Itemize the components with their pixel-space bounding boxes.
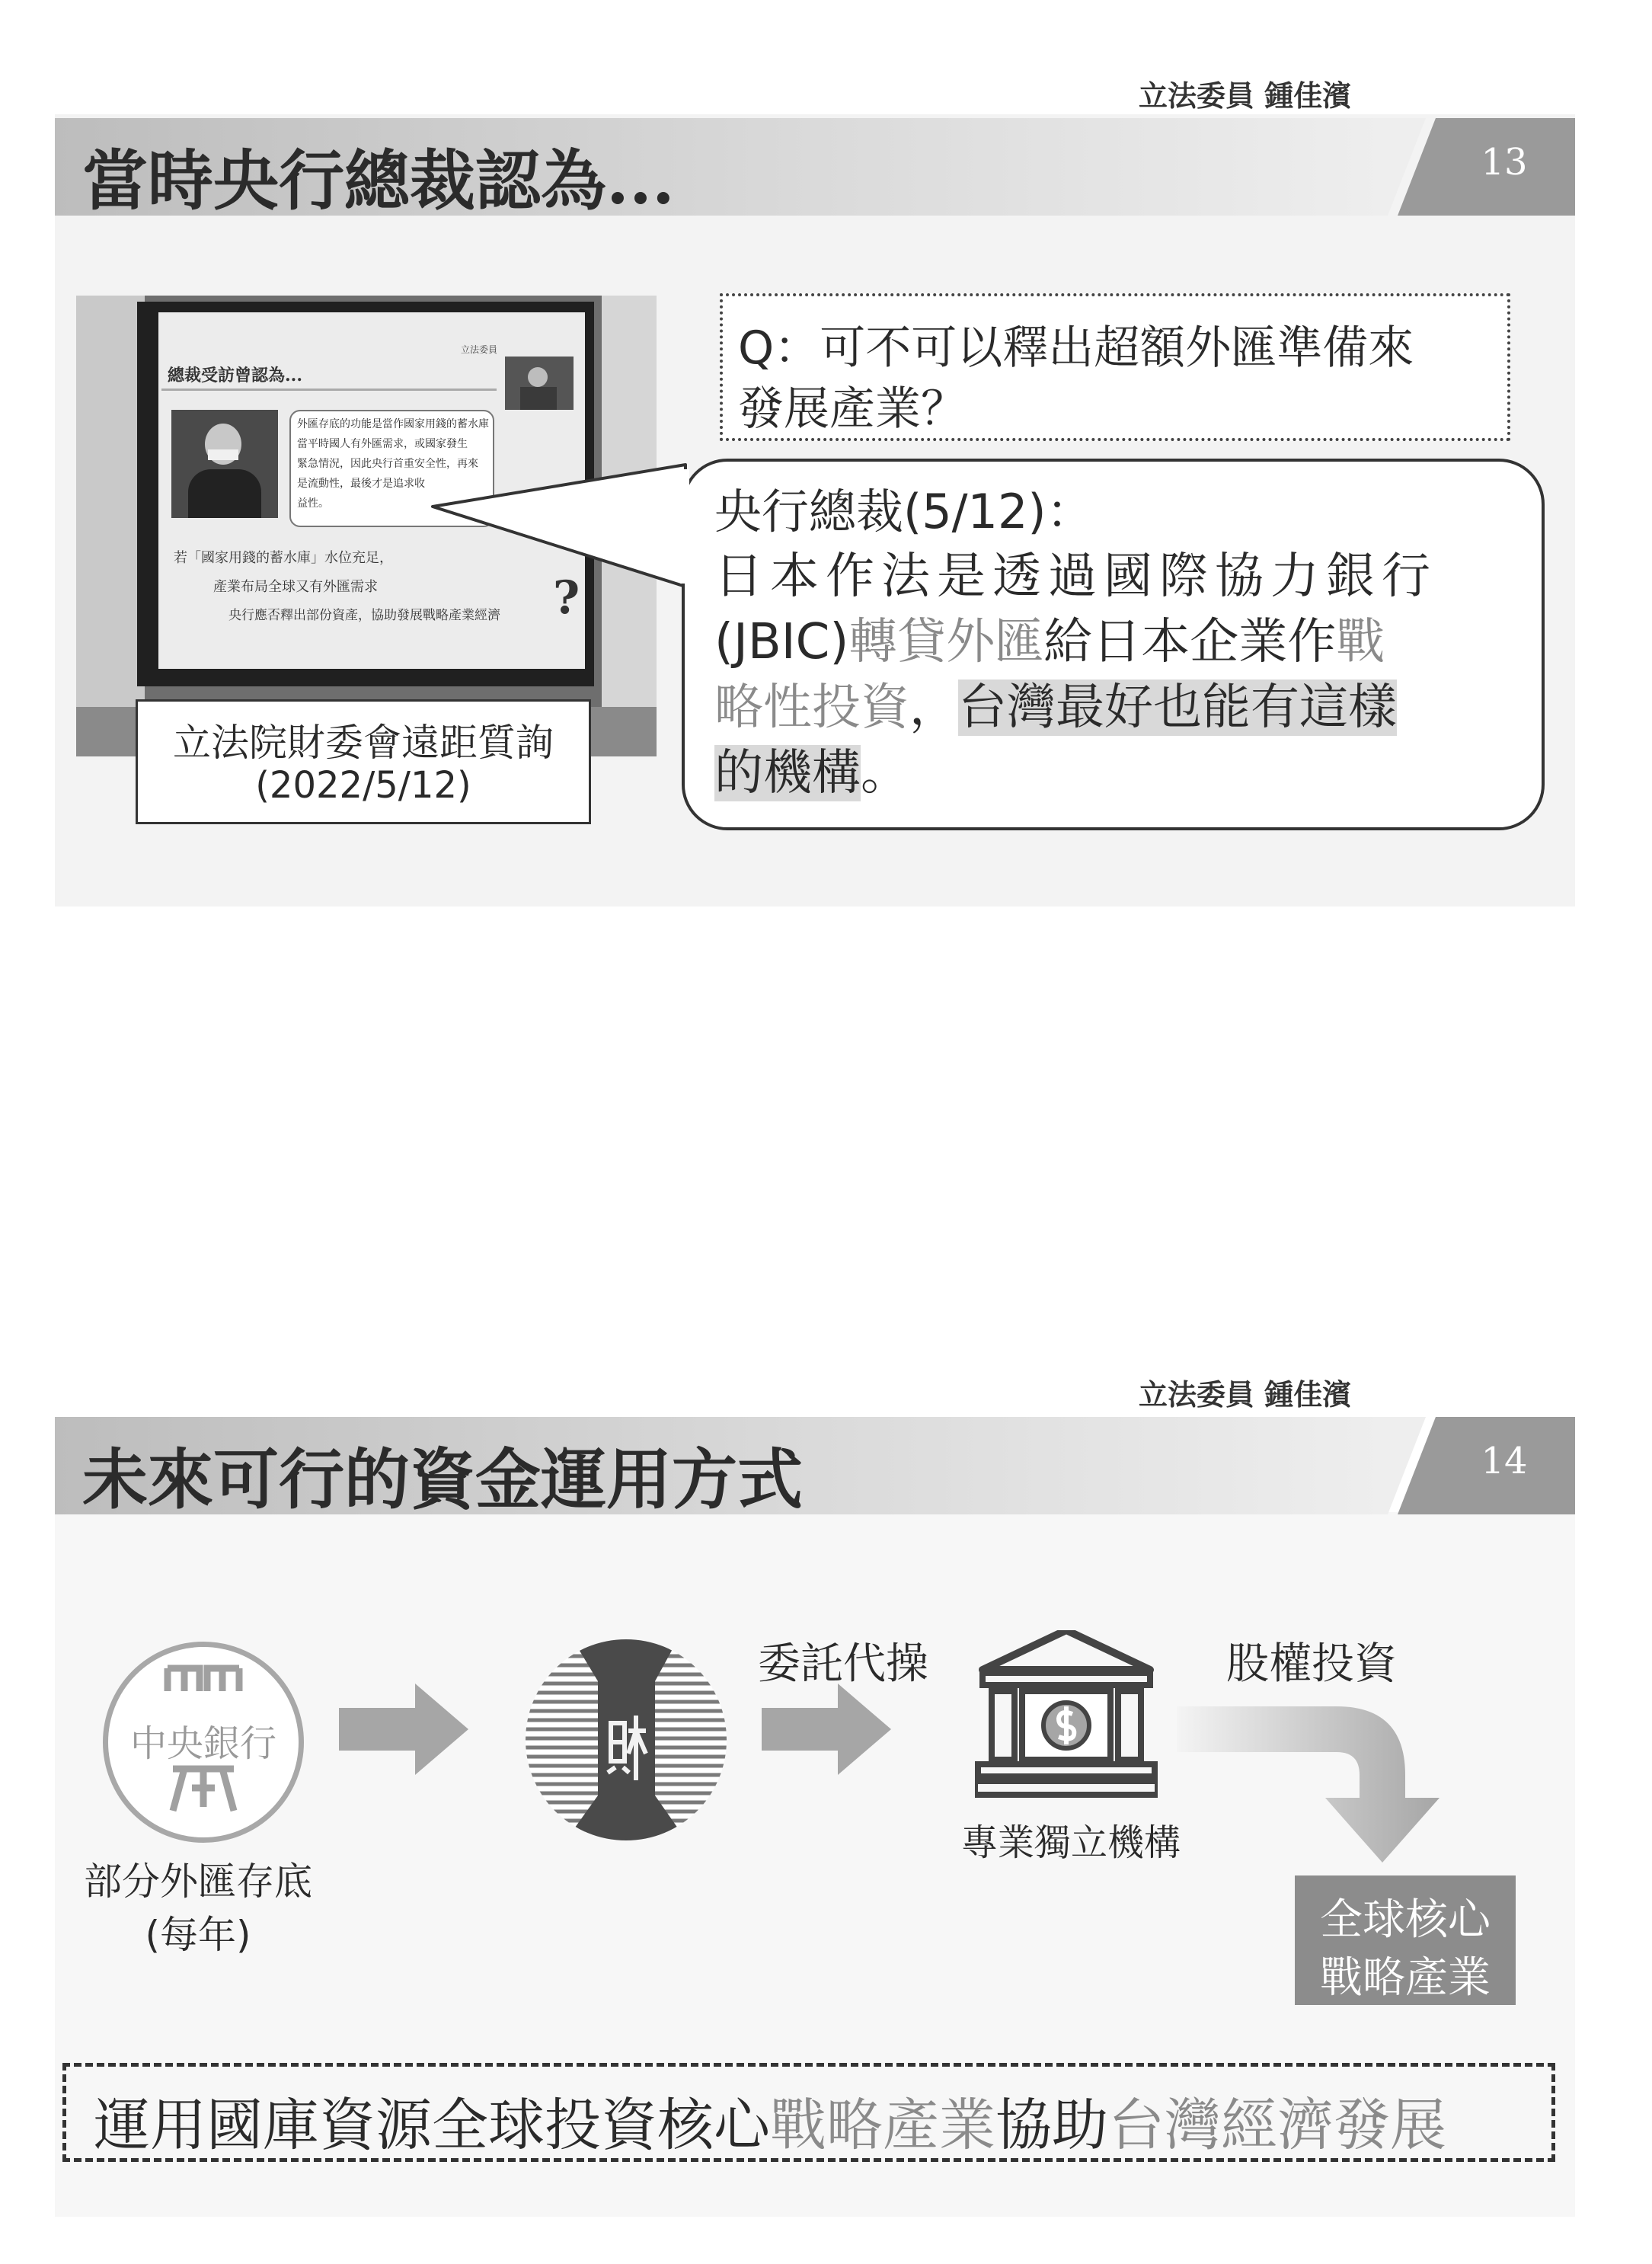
investment-highlight: 略性投資 [714,680,909,736]
equity-label: 股權投資 [1226,1639,1397,1689]
governor-photo [171,410,278,518]
screen-quote-line: 外匯存底的功能是當作國家用錢的蓄水庫 [297,418,489,430]
slogan-part: 運用國庫資源全球投資核心 [94,2093,770,2158]
answer-line-4 [714,740,1529,806]
central-bank-logo-text: 中央銀行 [129,1722,276,1765]
target-line-1: 全球核心 [1320,1895,1491,1945]
screen-question-mark: ? [553,571,580,625]
caption-line-2: (2022/5/12) [255,764,471,807]
photo-caption-box [136,699,591,824]
question-box [720,293,1510,441]
answer-line-1: 日本作法是透過國際協力銀行 [714,548,1437,605]
screen-body-line: 央行應否釋出部份資產，協助發展戰略產業經濟 [228,608,500,623]
taiwan-highlight: 台灣最好也能有這樣 [958,680,1397,736]
finance-ministry-logo [526,1639,727,1841]
tail-cover [680,469,689,584]
answer-speaker: 央行總裁(5/12)： [714,484,1094,539]
target-line-2: 戰略產業 [1320,1953,1491,2003]
slide-title: 未來可行的資金運用方式 [82,1441,803,1518]
wall-left [76,296,145,756]
loan-highlight: 轉貸外匯 [848,614,1044,670]
arrow-right-icon [762,1684,891,1775]
screen-quote-line: 當平時國人有外匯需求，或國家發生 [297,438,468,450]
page-number: 14 [1481,1440,1528,1482]
central-bank-logo [103,1642,304,1843]
jbic-text: (JBIC) [714,614,849,670]
screen-quote-line: 是流動性，最後才是追求收 [297,478,425,490]
answer-line-2 [714,609,1529,675]
page-number: 13 [1481,141,1528,184]
entrust-label: 委託代操 [758,1639,928,1689]
slogan-box [62,2063,1555,2162]
period: 。 [861,745,909,801]
answer-text-plain: 給日本企業作 [1043,614,1337,670]
slide-title: 當時央行總裁認為... [82,142,675,219]
base-icon [165,1761,241,1815]
screen-quote-line: 緊急情況，因此央行首重安全性，再來 [297,458,478,470]
source-label-line-1: 部分外匯存底 [84,1859,312,1904]
source-label-line-2: (每年) [145,1913,251,1957]
roof-icon [161,1661,245,1699]
screen-speaker-label: 立法委員 [461,344,498,355]
caption-line-1: 立法院財委會遠距質詢 [173,721,554,765]
strategic-highlight: 戰 [1336,614,1385,670]
arrow-right-icon [339,1684,468,1775]
screen-body-line: 產業布局全球又有外匯需求 [213,579,378,595]
slogan-part: 協助 [995,2093,1108,2158]
curved-arrow-icon [1177,1691,1451,1866]
screen-header-rule [161,389,497,391]
legislator-name: 立法委員 鍾佳濱 [1139,1377,1352,1412]
question-line-2: 發展產業？ [738,382,967,436]
slogan-text [94,2080,1446,2161]
slogan-highlight: 戰略產業 [770,2093,995,2158]
comma: ， [909,680,958,736]
answer-bubble-tail [427,457,701,609]
answer-line-3 [714,675,1529,740]
slogan-highlight: 台灣經濟發展 [1108,2093,1446,2158]
target-industry-box [1295,1875,1516,2005]
legislator-name: 立法委員 鍾佳濱 [1139,78,1352,113]
screen-header: 總裁受訪曾認為... [168,366,302,385]
institution-label: 專業獨立機構 [961,1821,1181,1864]
screen-quote-line: 益性。 [297,497,329,510]
screen-body-line: 若「國家用錢的蓄水庫」水位充足， [174,550,393,566]
answer-text [714,480,1529,806]
bank-building-icon [975,1630,1158,1798]
video-thumbnail [505,357,574,410]
question-line-1: Q：可不可以釋出超額外匯準備來 [738,321,1414,375]
institution-highlight: 的機構 [714,745,861,801]
